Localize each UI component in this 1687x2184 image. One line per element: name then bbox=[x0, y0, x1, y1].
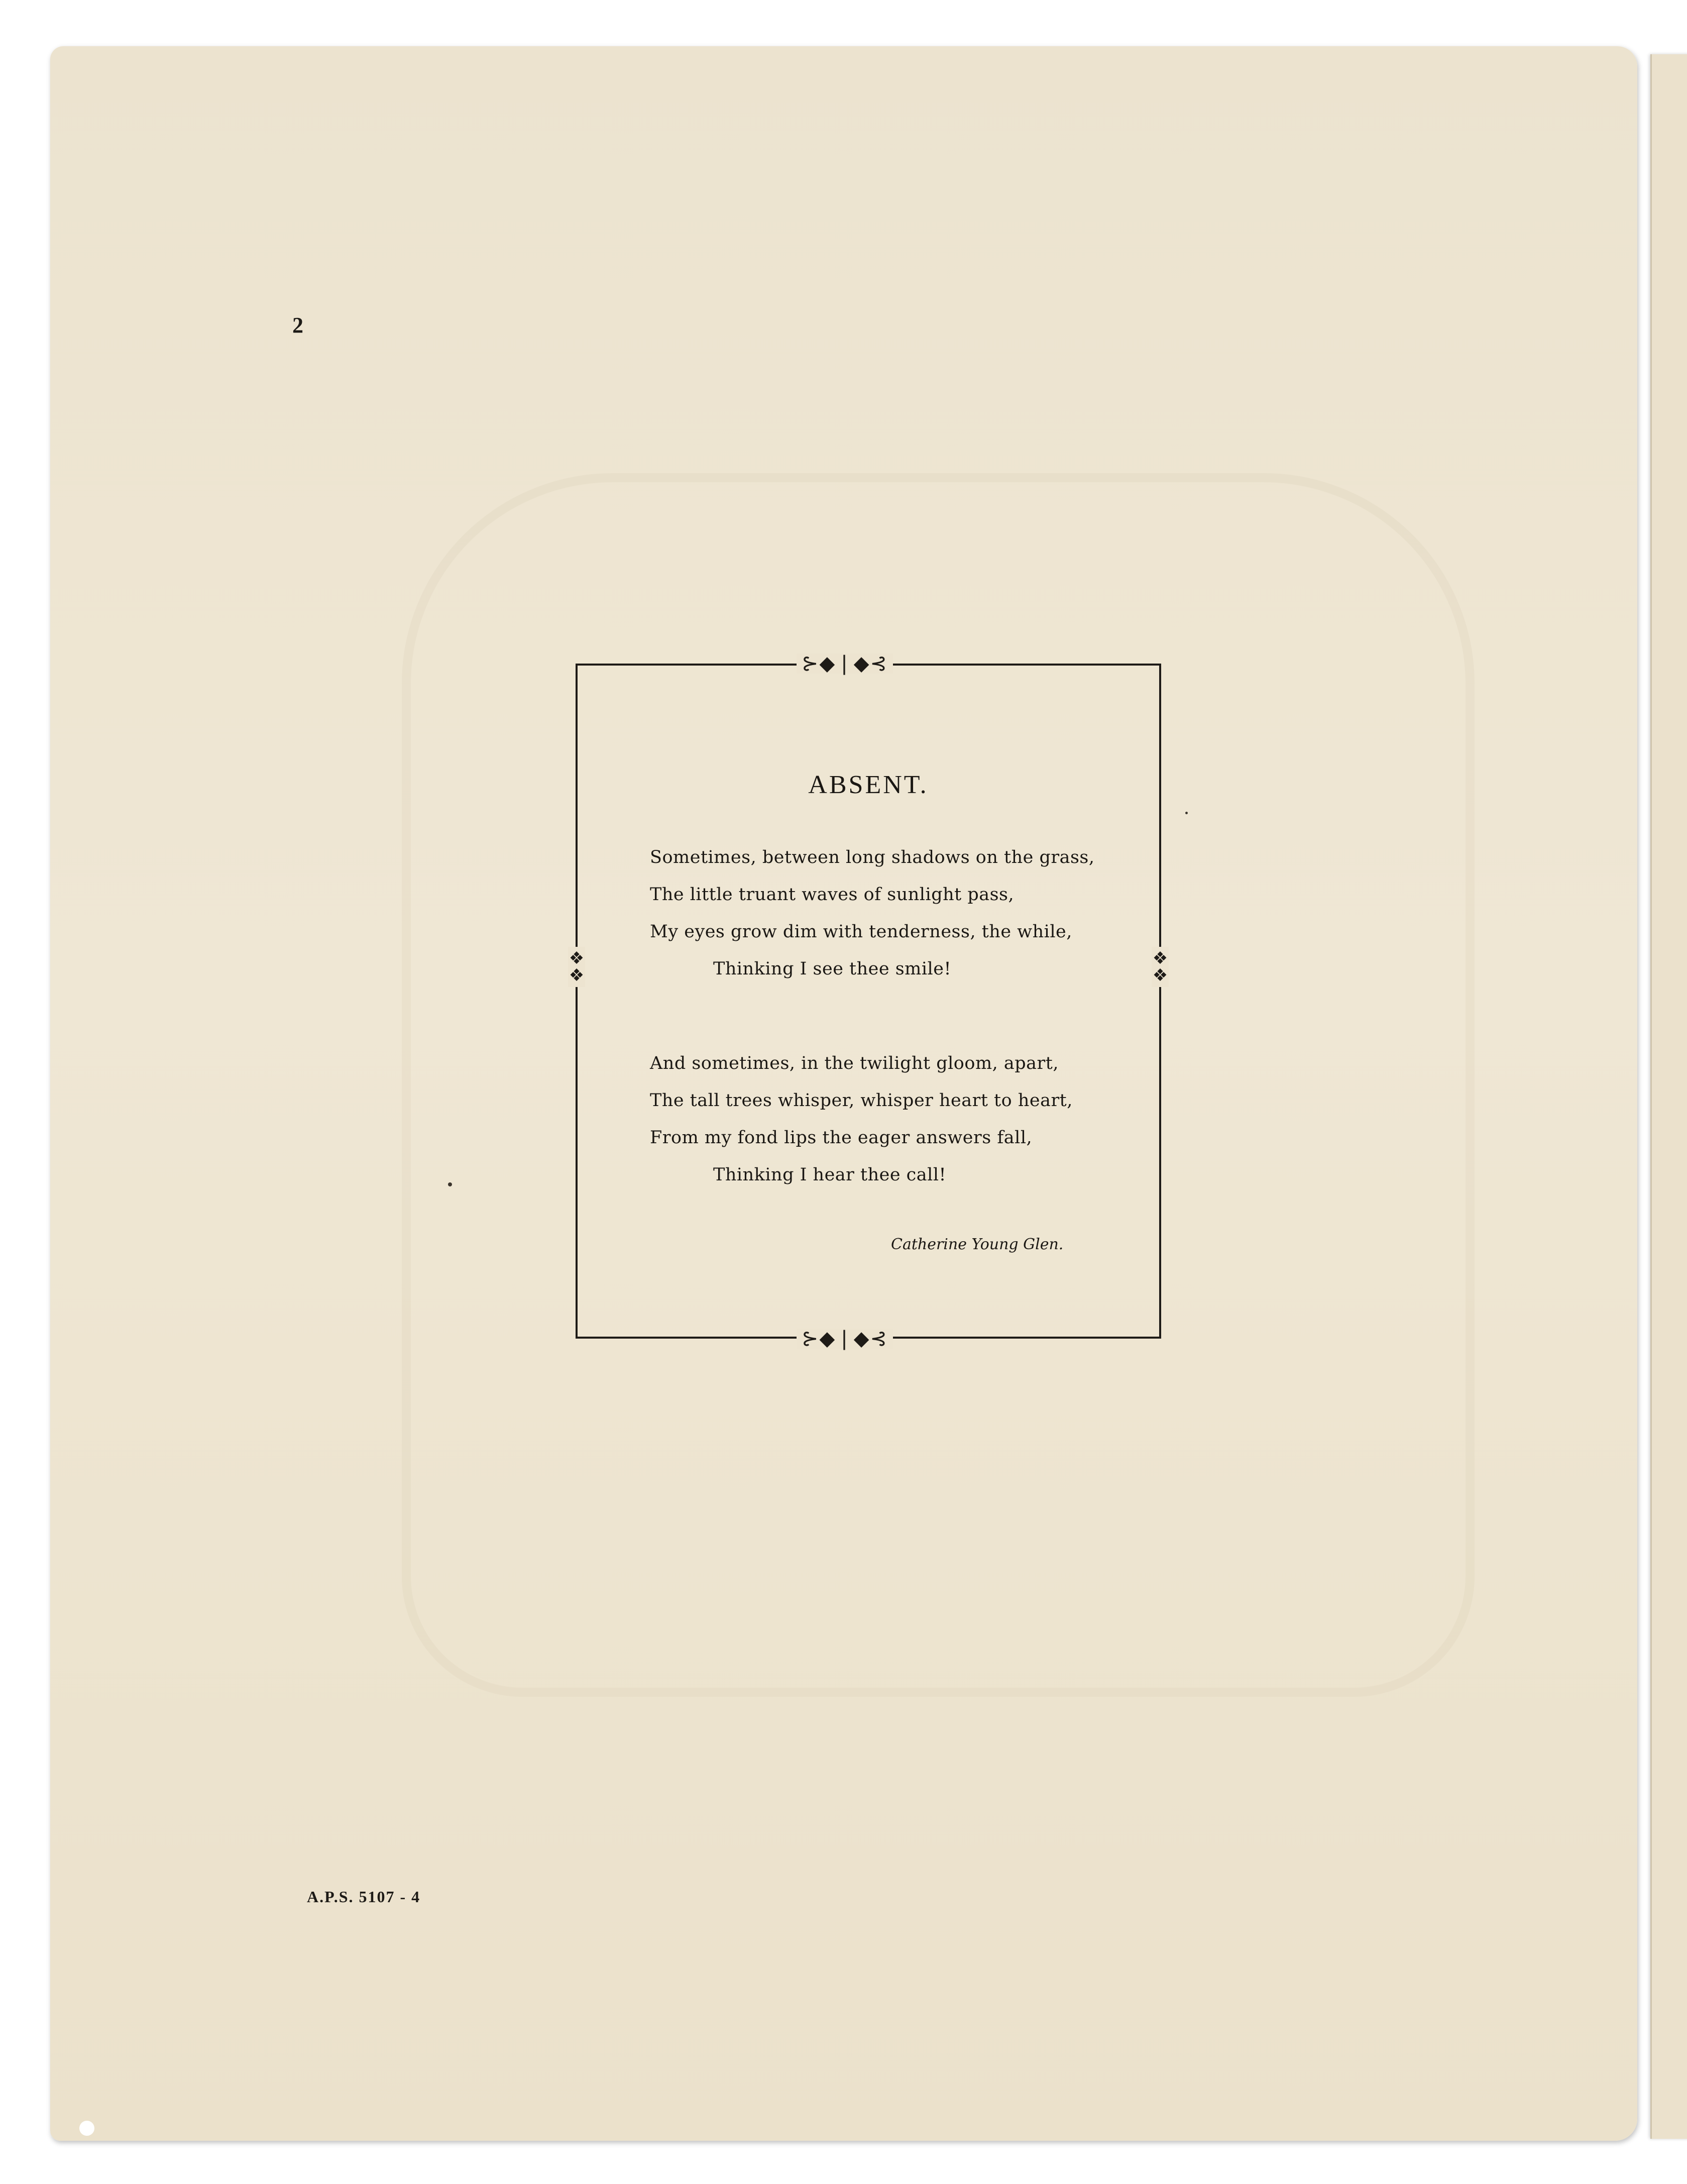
paper-speck bbox=[448, 1182, 452, 1186]
poem-author: Catherine Young Glen. bbox=[891, 1236, 1064, 1253]
poem-line: Thinking I hear thee call! bbox=[713, 1165, 947, 1185]
poem-frame bbox=[569, 652, 1168, 1350]
top-ornament-icon: ⊱◆❘◆⊰ bbox=[797, 653, 893, 674]
poem-line: The little truant waves of sunlight pass, bbox=[650, 885, 1015, 905]
poem-line: Thinking I see thee smile! bbox=[713, 959, 952, 979]
poem-line: From my fond lips the eager answers fall, bbox=[650, 1128, 1033, 1148]
punch-hole bbox=[79, 2121, 94, 2136]
adjacent-page-edge bbox=[1650, 54, 1687, 2139]
poem-line: The tall trees whisper, whisper heart to heart, bbox=[650, 1090, 1073, 1111]
poem-line: Sometimes, between long shadows on the grass, bbox=[650, 847, 1095, 867]
left-ornament-icon: ❖ ❖ bbox=[568, 947, 585, 987]
page-number: 2 bbox=[292, 313, 303, 338]
paper-speck bbox=[1185, 812, 1188, 814]
bottom-ornament-icon: ⊱◆❘◆⊰ bbox=[797, 1329, 893, 1349]
poem-title: ABSENT. bbox=[808, 771, 929, 799]
poem-line: And sometimes, in the twilight gloom, apart, bbox=[650, 1053, 1059, 1073]
right-ornament-icon: ❖ ❖ bbox=[1152, 947, 1169, 987]
catalog-number: A.P.S. 5107 - 4 bbox=[307, 1888, 421, 1906]
poem-line: My eyes grow dim with tenderness, the while, bbox=[650, 922, 1072, 942]
